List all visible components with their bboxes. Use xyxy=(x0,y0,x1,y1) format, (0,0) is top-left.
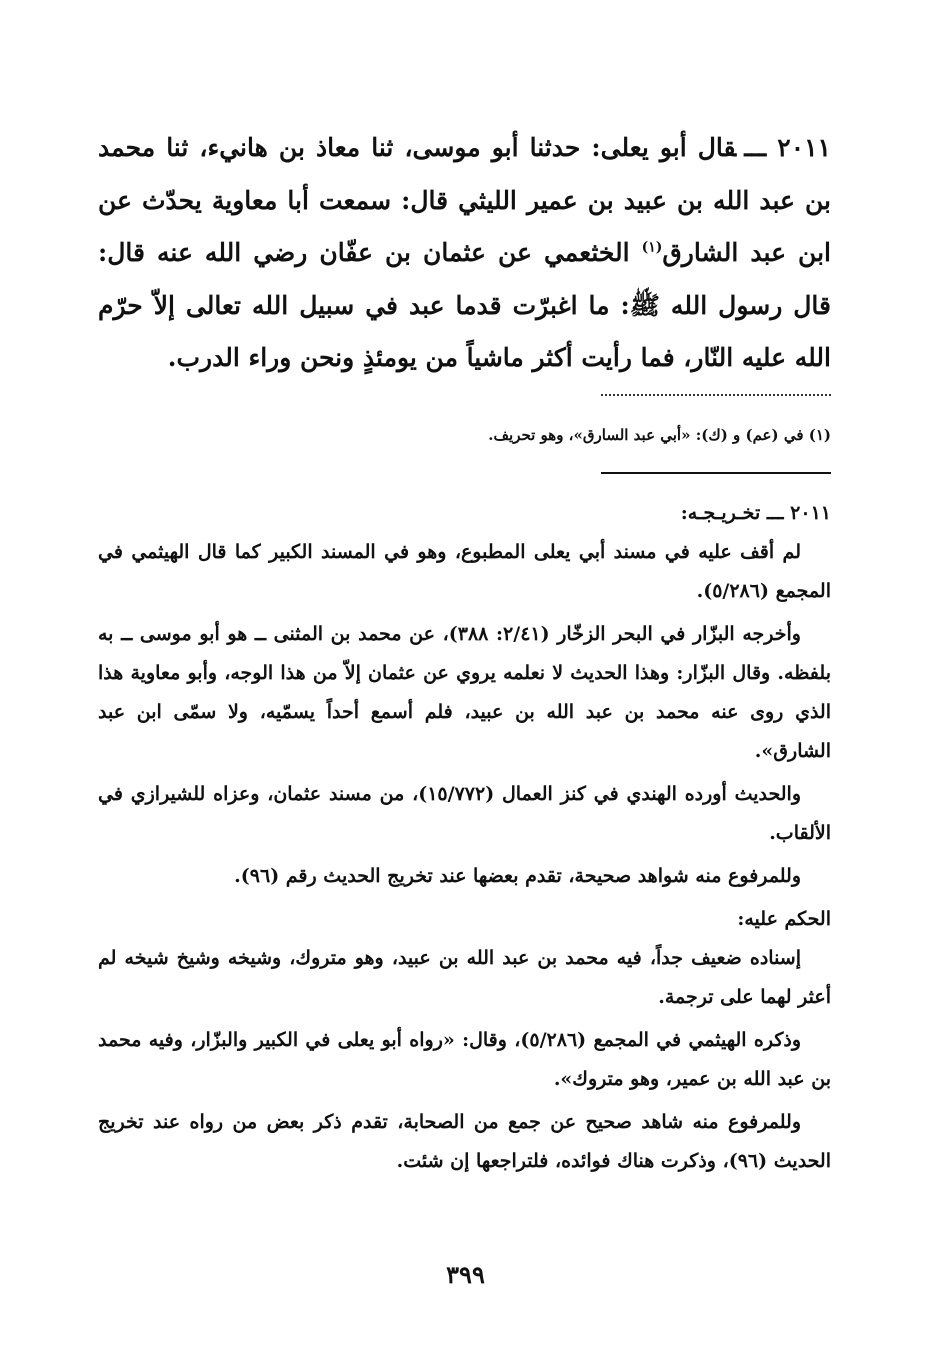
hadith-text xyxy=(98,122,831,385)
footnote-dotted-separator xyxy=(601,394,831,396)
ruling-heading: الحكم عليه: xyxy=(737,908,831,930)
hadith-number: ٢٠١١ ـــ xyxy=(744,133,831,162)
takhrij-paragraph: وللمرفوع منه شواهد صحيحة، تقدم بعضها عند تخريج الحديث رقم (٩٦). xyxy=(234,865,801,887)
takhrij-paragraph: لم أقف عليه في مسند أبي يعلى المطبوع، وهو في المسند الكبير كما قال الهيثمي في المجمع (٥/٢٨٦). xyxy=(98,541,831,602)
section-separator-line xyxy=(601,472,831,474)
page-number: ٣٩٩ xyxy=(446,1260,485,1289)
hadith-text-part-1: قال أبو يعلى: حدثنا أبو موسى، ثنا معاذ بن هانيء، ثنا محمد بن عبد الله بن عبيد بن عمير الليثي قال: سمعت أبا معاوية يحدّث عن ابن عبد الشارق xyxy=(98,133,831,267)
ruling-paragraph: وذكره الهيثمي في المجمع (٥/٢٨٦)، وقال: «رواه أبو يعلى في الكبير والبزّار، وفيه محمد بن عبد الله بن عمير، وهو متروك». xyxy=(98,1029,831,1090)
takhrij-paragraph: وأخرجه البزّار في البحر الزخّار (٢/٤١: ٣٨٨)، عن محمد بن المثنى ــ هو أبو موسى ــ به بلفظه. وقال البزّار: وهذا الحديث لا نعلمه يروي عن عثمان إلاّ من هذا الوجه، وأبو معاوية هذا الذي روى عنه محمد بن عبد الله بن عبيد، فلم أسمع أحداً يسمّيه، ولا سمّى ابن عبد الشارق». xyxy=(98,623,831,762)
hadith-text-part-2: الخثعمي عن عثمان بن عفّان رضي الله عنه قال: قال رسول الله ﷺ: ما اغبرّت قدما عبد في سبيل الله تعالى إلاّ حرّم الله عليه النّار، فما رأيت أكثر ماشياً من يومئذٍ ونحن وراء الدرب. xyxy=(98,238,831,372)
takhrij-heading: ٢٠١١ ـــ تخـريـجـه: xyxy=(680,502,831,524)
footnote: (١) في (عم) و (ك): «أبي عبد السارق»، وهو تحريف. xyxy=(488,426,831,444)
ruling-paragraph: وللمرفوع منه شاهد صحيح عن جمع من الصحابة، تقدم ذكر بعض من رواه عند تخريج الحديث (٩٦)، وذكرت هناك فوائده، فلتراجعها إن شئت. xyxy=(98,1111,831,1172)
ruling-paragraph: إسناده ضعيف جداً، فيه محمد بن عبد الله بن عبيد، وهو متروك، وشيخه وشيخ شيخه لم أعثر لهما على ترجمة. xyxy=(98,947,831,1008)
takhrij-paragraph: والحديث أورده الهندي في كنز العمال (١٥/٧٧٢)، من مسند عثمان، وعزاه للشيرازي في الألقاب. xyxy=(98,783,831,844)
footnote-marker: (١) xyxy=(641,239,663,256)
takhrij-section xyxy=(98,494,831,1185)
